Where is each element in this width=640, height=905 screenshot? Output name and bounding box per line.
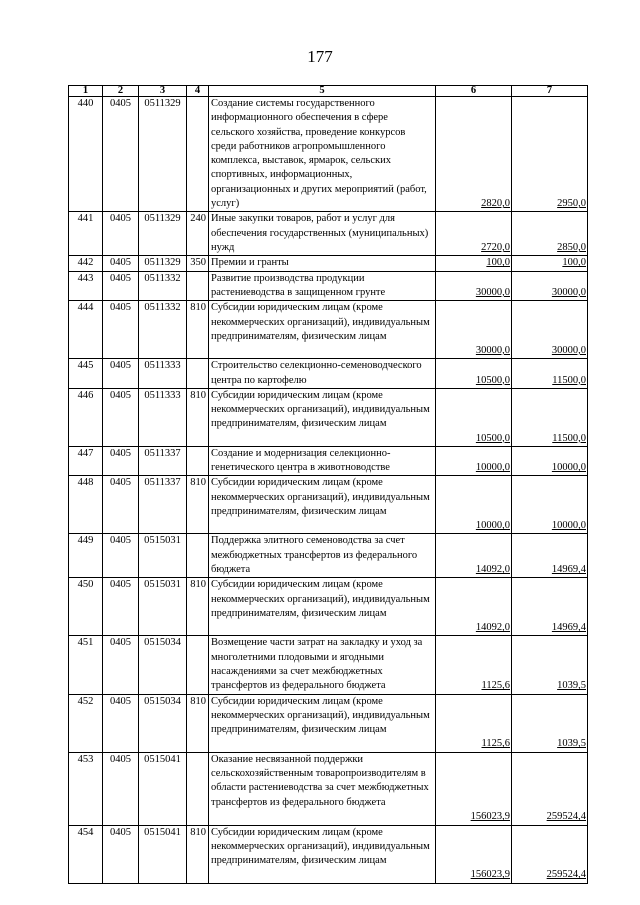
table-row xyxy=(69,212,588,256)
section-code-cell: 0405 xyxy=(103,636,139,694)
amount-value: 10500,0 xyxy=(475,432,510,444)
table-row xyxy=(69,694,588,752)
amount-value: 1039,5 xyxy=(557,680,586,692)
table-row xyxy=(69,636,588,694)
row-number-cell: 441 xyxy=(69,212,103,256)
amount-year1-cell xyxy=(436,359,512,389)
description-cell: Субсидии юридическим лицам (кроме некоммерческих организаций), индивидуальным предпринимателям, физическим лицам xyxy=(209,476,436,534)
amount-year1-cell xyxy=(436,301,512,359)
amount-year2-cell xyxy=(512,271,588,301)
section-code-cell: 0405 xyxy=(103,534,139,578)
row-number-cell: 443 xyxy=(69,271,103,301)
amount-value: 1125,6 xyxy=(481,738,510,750)
amount-year1-cell xyxy=(436,476,512,534)
amount-year2-cell xyxy=(512,825,588,883)
target-article-cell: 0515031 xyxy=(139,578,187,636)
expense-type-cell xyxy=(187,359,209,389)
target-article-cell: 0511329 xyxy=(139,256,187,271)
amount-value: 10000,0 xyxy=(551,462,586,474)
amount-year1-cell xyxy=(436,825,512,883)
amount-value: 259524,4 xyxy=(546,869,586,881)
amount-value: 156023,9 xyxy=(470,811,510,823)
amount-year1-cell xyxy=(436,256,512,271)
target-article-cell: 0511332 xyxy=(139,301,187,359)
header-cell: 3 xyxy=(139,86,187,97)
amount-value: 11500,0 xyxy=(552,374,586,386)
target-article-cell: 0511337 xyxy=(139,446,187,476)
amount-year2-cell xyxy=(512,256,588,271)
amount-year1-cell xyxy=(436,534,512,578)
amount-year2-cell xyxy=(512,534,588,578)
amount-year2-cell xyxy=(512,578,588,636)
description-cell: Оказание несвязанной поддержки сельскохозяйственным товаропроизводителям в области растениеводства за счет межбюджетных трансфертов из федерального бюджета xyxy=(209,752,436,825)
section-code-cell: 0405 xyxy=(103,388,139,446)
row-number-cell: 449 xyxy=(69,534,103,578)
row-number-cell: 453 xyxy=(69,752,103,825)
table-body xyxy=(69,86,588,884)
table-row xyxy=(69,301,588,359)
target-article-cell: 0511329 xyxy=(139,212,187,256)
section-code-cell: 0405 xyxy=(103,212,139,256)
expense-type-cell xyxy=(187,752,209,825)
section-code-cell: 0405 xyxy=(103,578,139,636)
amount-year1-cell xyxy=(436,578,512,636)
expense-type-cell: 810 xyxy=(187,694,209,752)
table-row xyxy=(69,825,588,883)
description-cell: Субсидии юридическим лицам (кроме некоммерческих организаций), индивидуальным предпринимателям, физическим лицам xyxy=(209,825,436,883)
description-cell: Субсидии юридическим лицам (кроме некоммерческих организаций), индивидуальным предпринимателям, физическим лицам xyxy=(209,301,436,359)
table-row xyxy=(69,97,588,212)
description-cell: Субсидии юридическим лицам (кроме некоммерческих организаций), индивидуальным предпринимателям, физическим лицам xyxy=(209,578,436,636)
description-cell: Иные закупки товаров, работ и услуг для обеспечения государственных (муниципальных) нужд xyxy=(209,212,436,256)
amount-value: 30000,0 xyxy=(475,344,510,356)
amount-value: 10000,0 xyxy=(475,462,510,474)
amount-value: 30000,0 xyxy=(475,286,510,298)
section-code-cell: 0405 xyxy=(103,694,139,752)
target-article-cell: 0515034 xyxy=(139,636,187,694)
amount-year2-cell xyxy=(512,301,588,359)
expense-type-cell: 240 xyxy=(187,212,209,256)
header-cell: 1 xyxy=(69,86,103,97)
amount-year1-cell xyxy=(436,636,512,694)
amount-year1-cell xyxy=(436,446,512,476)
amount-value: 11500,0 xyxy=(552,432,586,444)
row-number-cell: 447 xyxy=(69,446,103,476)
amount-year1-cell xyxy=(436,212,512,256)
header-cell: 5 xyxy=(209,86,436,97)
description-cell: Возмещение части затрат на закладку и уход за многолетними плодовыми и ягодными насаждениями за счет межбюджетных трансфертов из федерального бюджета xyxy=(209,636,436,694)
row-number-cell: 451 xyxy=(69,636,103,694)
header-cell: 6 xyxy=(436,86,512,97)
amount-year1-cell xyxy=(436,271,512,301)
row-number-cell: 450 xyxy=(69,578,103,636)
table-row xyxy=(69,476,588,534)
amount-value: 100,0 xyxy=(562,257,586,269)
target-article-cell: 0511332 xyxy=(139,271,187,301)
expense-type-cell xyxy=(187,97,209,212)
amount-value: 30000,0 xyxy=(551,344,586,356)
amount-year2-cell xyxy=(512,694,588,752)
table-row xyxy=(69,578,588,636)
table-row xyxy=(69,446,588,476)
amount-year2-cell xyxy=(512,446,588,476)
expense-type-cell: 350 xyxy=(187,256,209,271)
expense-type-cell xyxy=(187,271,209,301)
section-code-cell: 0405 xyxy=(103,97,139,212)
section-code-cell: 0405 xyxy=(103,256,139,271)
row-number-cell: 448 xyxy=(69,476,103,534)
amount-year2-cell xyxy=(512,212,588,256)
amount-year1-cell xyxy=(436,388,512,446)
amount-year2-cell xyxy=(512,388,588,446)
section-code-cell: 0405 xyxy=(103,301,139,359)
amount-year2-cell xyxy=(512,636,588,694)
target-article-cell: 0511329 xyxy=(139,97,187,212)
amount-value: 14969,4 xyxy=(551,564,586,576)
section-code-cell: 0405 xyxy=(103,476,139,534)
target-article-cell: 0511333 xyxy=(139,359,187,389)
amount-value: 10000,0 xyxy=(551,520,586,532)
expense-type-cell xyxy=(187,446,209,476)
amount-value: 2820,0 xyxy=(481,198,510,210)
section-code-cell: 0405 xyxy=(103,446,139,476)
table-row xyxy=(69,534,588,578)
row-number-cell: 446 xyxy=(69,388,103,446)
expense-type-cell: 810 xyxy=(187,388,209,446)
amount-value: 100,0 xyxy=(486,257,510,269)
amount-year1-cell xyxy=(436,752,512,825)
amount-value: 14092,0 xyxy=(475,622,510,634)
description-cell: Развитие производства продукции растениеводства в защищенном грунте xyxy=(209,271,436,301)
expense-type-cell: 810 xyxy=(187,825,209,883)
table-row xyxy=(69,752,588,825)
table-row xyxy=(69,271,588,301)
amount-value: 10500,0 xyxy=(475,374,510,386)
table-row xyxy=(69,256,588,271)
target-article-cell: 0515031 xyxy=(139,534,187,578)
amount-year1-cell xyxy=(436,694,512,752)
row-number-cell: 444 xyxy=(69,301,103,359)
amount-value: 156023,9 xyxy=(470,869,510,881)
amount-value: 14092,0 xyxy=(475,564,510,576)
description-cell: Субсидии юридическим лицам (кроме некоммерческих организаций), индивидуальным предпринимателям, физическим лицам xyxy=(209,388,436,446)
target-article-cell: 0511337 xyxy=(139,476,187,534)
amount-value: 2950,0 xyxy=(557,198,586,210)
amount-value: 1039,5 xyxy=(557,738,586,750)
amount-value: 30000,0 xyxy=(551,286,586,298)
target-article-cell: 0515034 xyxy=(139,694,187,752)
amount-value: 14969,4 xyxy=(551,622,586,634)
description-cell: Строительство селекционно-семеноводческого центра по картофелю xyxy=(209,359,436,389)
amount-value: 2850,0 xyxy=(557,242,586,254)
page-number: 177 xyxy=(307,47,333,66)
table-header-row xyxy=(69,86,588,97)
section-code-cell: 0405 xyxy=(103,825,139,883)
budget-table xyxy=(68,85,588,884)
amount-year2-cell xyxy=(512,476,588,534)
expense-type-cell: 810 xyxy=(187,578,209,636)
amount-value: 259524,4 xyxy=(546,811,586,823)
description-cell: Создание и модернизация селекционно-генетического центра в животноводстве xyxy=(209,446,436,476)
amount-year1-cell xyxy=(436,97,512,212)
amount-year2-cell xyxy=(512,97,588,212)
header-cell: 2 xyxy=(103,86,139,97)
header-cell: 7 xyxy=(512,86,588,97)
row-number-cell: 440 xyxy=(69,97,103,212)
amount-value: 10000,0 xyxy=(475,520,510,532)
description-cell: Поддержка элитного семеноводства за счет межбюджетных трансфертов из федерального бюджета xyxy=(209,534,436,578)
amount-year2-cell xyxy=(512,359,588,389)
section-code-cell: 0405 xyxy=(103,359,139,389)
description-cell: Субсидии юридическим лицам (кроме некоммерческих организаций), индивидуальным предпринимателям, физическим лицам xyxy=(209,694,436,752)
table-row xyxy=(69,359,588,389)
amount-value: 1125,6 xyxy=(481,680,510,692)
header-cell: 4 xyxy=(187,86,209,97)
row-number-cell: 454 xyxy=(69,825,103,883)
amount-value: 2720,0 xyxy=(481,242,510,254)
table-row xyxy=(69,388,588,446)
row-number-cell: 452 xyxy=(69,694,103,752)
expense-type-cell: 810 xyxy=(187,301,209,359)
section-code-cell: 0405 xyxy=(103,271,139,301)
expense-type-cell: 810 xyxy=(187,476,209,534)
section-code-cell: 0405 xyxy=(103,752,139,825)
description-cell: Премии и гранты xyxy=(209,256,436,271)
expense-type-cell xyxy=(187,636,209,694)
description-cell: Создание системы государственного информационного обеспечения в сфере сельского хозяйства, проведение конкурсов среди работников агропромышленного комплекса, выставок, ярмарок, сельских спортивных, информационных, организационных и других мероприятий (работ, услуг) xyxy=(209,97,436,212)
expense-type-cell xyxy=(187,534,209,578)
target-article-cell: 0515041 xyxy=(139,825,187,883)
row-number-cell: 442 xyxy=(69,256,103,271)
target-article-cell: 0511333 xyxy=(139,388,187,446)
amount-year2-cell xyxy=(512,752,588,825)
target-article-cell: 0515041 xyxy=(139,752,187,825)
row-number-cell: 445 xyxy=(69,359,103,389)
